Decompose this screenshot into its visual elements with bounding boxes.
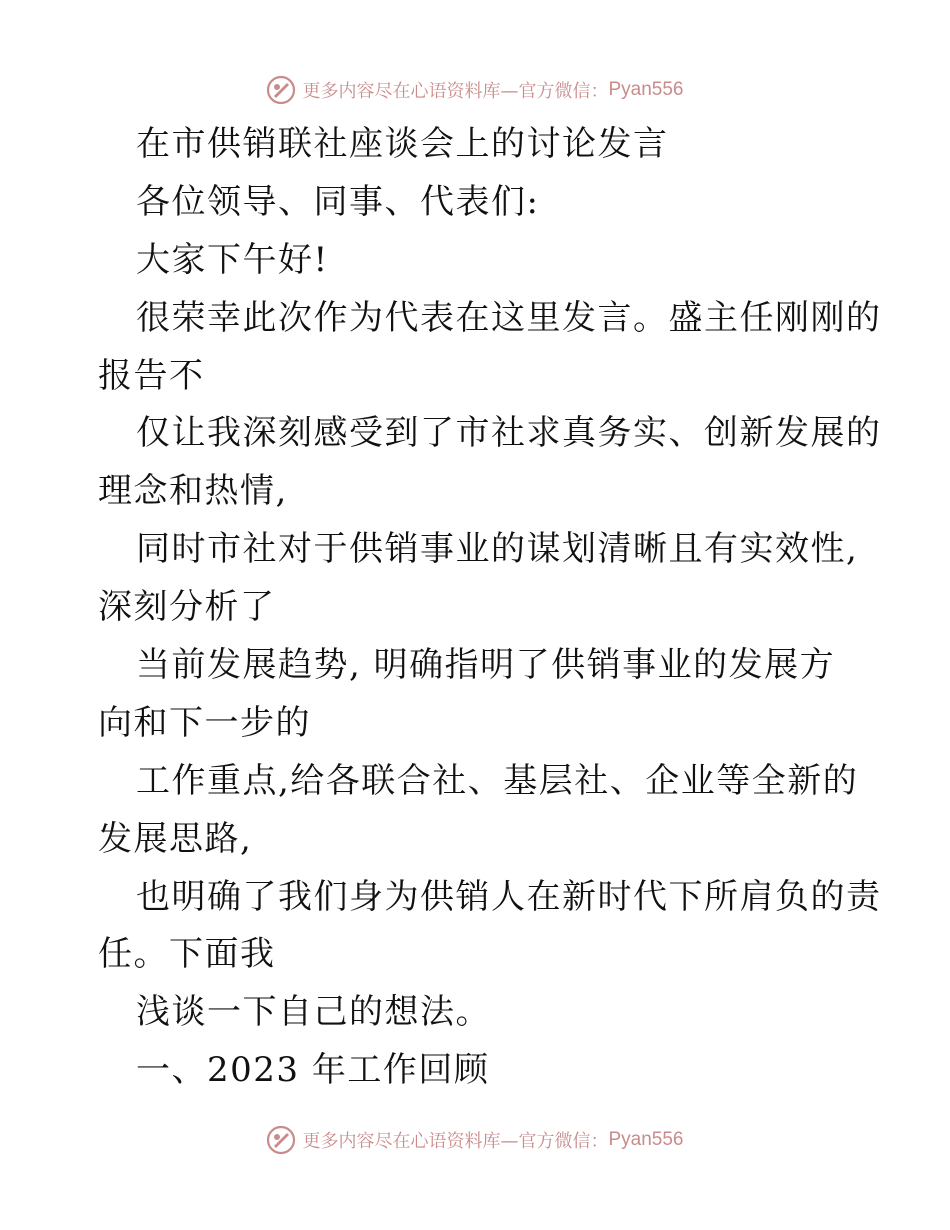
salutation: 各位领导、同事、代表们: <box>136 181 540 222</box>
watermark-text: 更多内容尽在心语资料库—官方微信： <box>302 1131 609 1152</box>
paragraph-line: 浅谈一下自己的想法。 <box>136 992 491 1033</box>
paragraph-line: 很荣幸此次作为代表在这里发言。盛主任刚刚的 <box>136 297 882 338</box>
paragraph-line: 也明确了我们身为供销人在新时代下所肩负的责 <box>136 876 882 917</box>
watermark-text: 更多内容尽在心语资料库—官方微信： <box>302 81 609 102</box>
document-body <box>98 116 882 1100</box>
watermark-handle: Pyan556 <box>608 79 684 100</box>
quill-seal-icon <box>266 1125 296 1155</box>
paragraph-line: 深刻分析了 <box>98 587 276 628</box>
section-heading: 一、2023 年工作回顾 <box>136 1050 490 1091</box>
footer-watermark <box>0 1120 950 1160</box>
paragraph-line: 向和下一步的 <box>98 702 311 743</box>
paragraph-line: 任。下面我 <box>98 934 276 975</box>
paragraph-line: 报告不 <box>98 355 205 396</box>
greeting: 大家下午好! <box>136 239 329 280</box>
paragraph-line: 工作重点,给各联合社、基层社、企业等全新的 <box>136 760 859 801</box>
header-watermark <box>0 70 950 110</box>
paragraph-line: 同时市社对于供销事业的谋划清晰且有实效性, <box>136 529 859 570</box>
watermark-handle: Pyan556 <box>608 1129 684 1150</box>
paragraph-line: 当前发展趋势, 明确指明了供销事业的发展方 <box>136 645 836 686</box>
document-title: 在市供销联社座谈会上的讨论发言 <box>136 124 669 164</box>
quill-seal-icon <box>266 75 296 105</box>
paragraph-line: 发展思路, <box>98 818 253 859</box>
paragraph-line: 仅让我深刻感受到了市社求真务实、创新发展的 <box>136 413 882 454</box>
paragraph-line: 理念和热情, <box>98 471 288 512</box>
